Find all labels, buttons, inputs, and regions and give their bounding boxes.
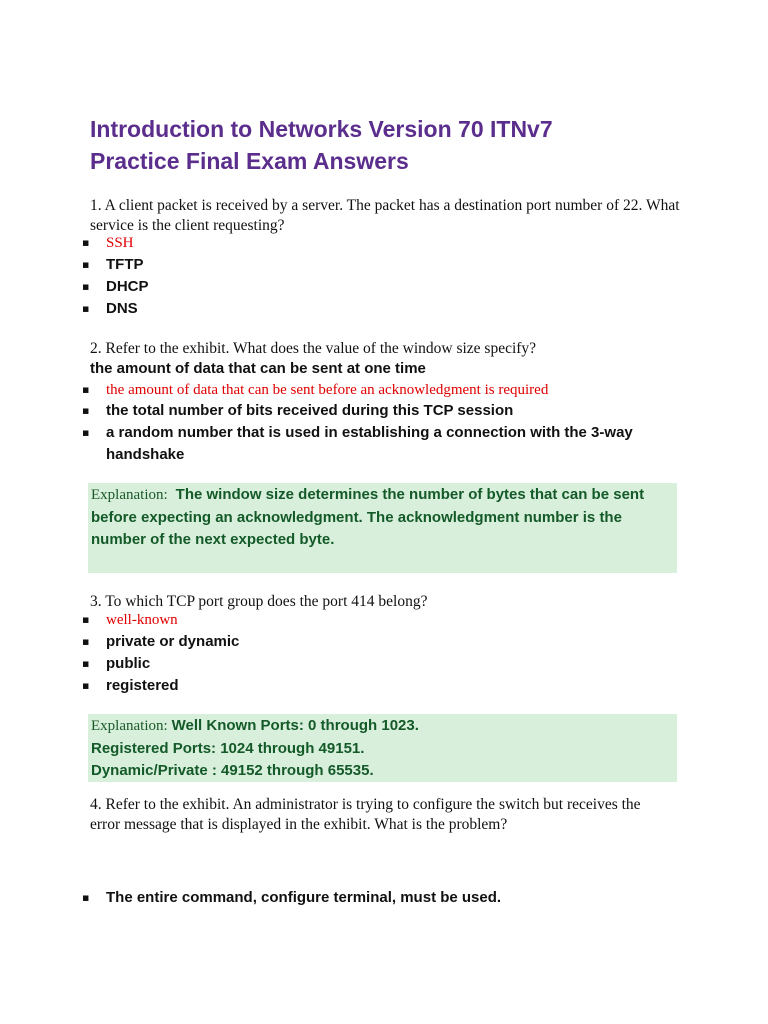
question-3-text: 3. To which TCP port group does the port 414 belong? xyxy=(90,593,428,610)
q4-option-1-label: The entire command, configure terminal, must be used. xyxy=(106,889,502,906)
q2-option-4-label: a random number that is used in establishing a connection with the 3-way handshake xyxy=(106,424,633,463)
page-title xyxy=(90,113,730,177)
bullet-icon: ▪ xyxy=(82,635,90,648)
question-1-text: 1. A client packet is received by a server. The packet has a destination port number of 22. What service is the client requesting? xyxy=(90,197,680,234)
q2-option-4[interactable] xyxy=(82,422,682,466)
title-line-1: Introduction to Networks Version 70 ITNv7 xyxy=(90,116,553,142)
bullet-icon: ▪ xyxy=(82,383,90,396)
explanation-text: The window size determines the number of bytes that can be sent before expecting an acknowledgment. The acknowledgment number is the number of the next expected byte. xyxy=(91,486,645,548)
bullet-icon: ▪ xyxy=(82,236,90,249)
q2-option-3[interactable] xyxy=(82,400,702,422)
q4-option-1[interactable] xyxy=(82,887,702,909)
q2-option-3-label: the total number of bits received during this TCP session xyxy=(106,402,514,419)
q2-option-2[interactable] xyxy=(82,379,702,401)
q3-option-1-label: well-known xyxy=(106,612,178,628)
q2-option-1-label[interactable]: the amount of data that can be sent at one time xyxy=(90,360,426,377)
bullet-icon: ▪ xyxy=(82,426,90,439)
explanation-line-3: Dynamic/Private : 49152 through 65535. xyxy=(91,762,374,779)
bullet-icon: ▪ xyxy=(82,280,90,293)
q2-option-2-label: the amount of data that can be sent before an acknowledgment is required xyxy=(106,382,549,398)
bullet-icon: ▪ xyxy=(82,258,90,271)
q1-option-3[interactable] xyxy=(82,276,702,298)
explanation-line-2: Registered Ports: 1024 through 49151. xyxy=(91,739,365,757)
q3-explanation-box xyxy=(88,714,677,782)
q2-explanation-box xyxy=(88,483,677,573)
q3-option-4-label: registered xyxy=(106,677,179,694)
q3-option-3[interactable] xyxy=(82,653,702,675)
q3-option-2[interactable] xyxy=(82,631,702,653)
q3-option-4[interactable] xyxy=(82,675,702,697)
title-line-2: Practice Final Exam Answers xyxy=(90,148,409,174)
explanation-line-1: Well Known Ports: 0 through 1023. xyxy=(171,717,419,734)
q1-option-3-label: DHCP xyxy=(106,278,149,295)
bullet-icon: ▪ xyxy=(82,404,90,417)
explanation-label: Explanation: xyxy=(91,487,168,503)
q1-option-2-label: TFTP xyxy=(106,256,144,273)
explanation-label: Explanation: xyxy=(91,718,168,734)
q1-option-2[interactable] xyxy=(82,254,702,276)
bullet-icon: ▪ xyxy=(82,891,90,904)
bullet-icon: ▪ xyxy=(82,613,90,626)
q3-option-3-label: public xyxy=(106,655,151,672)
bullet-icon: ▪ xyxy=(82,657,90,670)
q1-option-1[interactable] xyxy=(82,232,702,254)
q1-option-4-label: DNS xyxy=(106,300,138,317)
q3-option-1[interactable] xyxy=(82,609,702,631)
bullet-icon: ▪ xyxy=(82,679,90,692)
q1-option-4[interactable] xyxy=(82,298,702,320)
q3-option-2-label: private or dynamic xyxy=(106,633,240,650)
question-4-text: 4. Refer to the exhibit. An administrator is trying to configure the switch but receives the error message that is displayed in the exhibit. What is the problem? xyxy=(90,796,641,833)
question-2-text: 2. Refer to the exhibit. What does the value of the window size specify? xyxy=(90,340,537,357)
bullet-icon: ▪ xyxy=(82,302,90,315)
q1-option-1-label: SSH xyxy=(106,235,134,251)
